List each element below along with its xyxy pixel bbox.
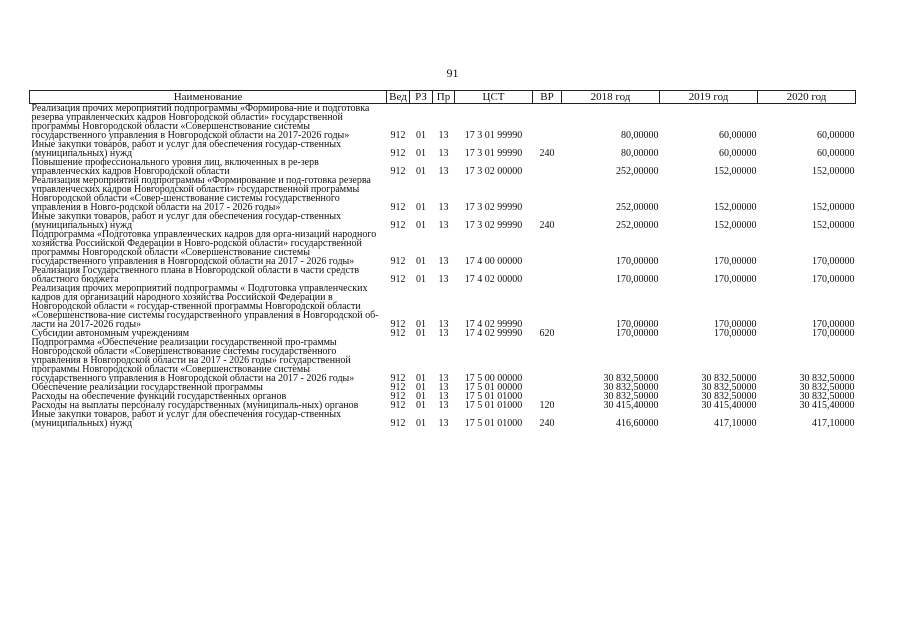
cell-cst: 17 3 02 00000 [464,166,523,177]
cell-rz: 01 [416,202,426,213]
cell-y2019: 152,00000 [714,202,757,213]
cell-vr: 620 [539,328,555,339]
cell-y2019: 60,00000 [719,130,757,141]
cell-ved: 912 [390,256,406,267]
cell-y2020: 152,00000 [812,166,855,177]
cell-vr: 120 [539,400,555,411]
table-row [30,266,856,284]
cell-pr: 13 [438,130,449,141]
cell-ved: 912 [390,148,406,159]
cell-rz: 01 [416,400,426,411]
cell-name: Расходы на выплаты персоналу государственных (муниципаль-ных) органов [31,400,359,411]
cell-pr: 13 [438,220,449,231]
cell-name: Реализация прочих мероприятий подпрограммы «Формирова-ние и подготовка резерва управленческих кадров Новгородской области» государственной программы Новгородской области «Совершенствование системы государственного управления в Новгородской области на 2017-2026 годы» [31,103,370,141]
cell-cst: 17 4 02 99990 [464,319,523,330]
cell-name: Иные закупки товаров, работ и услуг для обеспечения государ-ственных (муниципальных) нужд [31,139,342,159]
cell-ved: 912 [390,382,406,393]
cell-vr [533,284,562,329]
cell-cst: 17 5 01 01000 [464,391,523,402]
cell-y2020: 30 832,50000 [799,382,855,393]
cell-cst: 17 3 01 99990 [464,130,523,141]
col-header-pr: Пр [433,91,455,104]
cell-vr: 240 [539,418,555,429]
cell-name: Обеспечение реализации государственной программы [31,382,263,393]
cell-name: Подпрограмма «Обеспечение реализации государственной про-граммы Новгородской области «Совершенствование системы государственного управления в Новгородской области на 2017 - 2026 годы» государственной программы Новгородской области «Совершенствование системы государственного управления в Новгородской области на 2017 - 2026 годы» [31,337,355,384]
cell-rz: 01 [416,382,426,393]
cell-ved: 912 [390,400,406,411]
cell-cst: 17 4 00 00000 [464,256,523,267]
cell-pr: 13 [438,391,449,402]
cell-y2018: 80,00000 [621,130,659,141]
cell-y2018: 170,00000 [616,274,659,285]
table-row [30,338,856,383]
cell-rz: 01 [416,220,426,231]
cell-name: Иные закупки товаров, работ и услуг для обеспечения государ-ственных (муниципальных) нужд [31,409,342,429]
cell-rz: 01 [416,328,426,339]
cell-name: Реализация мероприятий подпрограммы «Формирование и под-готовка резерва управленческих кадров Новгородской области» государственной программы Новгородской области «Совер-шенствование системы государственного управления в Новго-родской области на 2017 - 2026 годы» [31,175,371,213]
cell-name: Реализация Государственного плана в Новгородской области в части средств областного бюджета [31,265,360,285]
cell-vr [533,383,562,392]
cell-y2020: 417,10000 [812,418,855,429]
cell-vr [533,338,562,383]
cell-y2019: 417,10000 [714,418,757,429]
cell-pr: 13 [438,274,449,285]
cell-y2018: 416,60000 [616,418,659,429]
cell-y2020: 30 832,50000 [799,391,855,402]
cell-name: Иные закупки товаров, работ и услуг для обеспечения государ-ственных (муниципальных) нужд [31,211,342,231]
cell-cst: 17 5 00 00000 [464,373,523,384]
cell-y2020: 30 415,40000 [799,400,855,411]
cell-pr: 13 [438,148,449,159]
cell-rz: 01 [416,274,426,285]
cell-vr [533,230,562,266]
cell-cst: 17 5 01 00000 [464,382,523,393]
col-header-ved: Вед [387,91,410,104]
table-row [30,140,856,158]
cell-vr: 240 [539,148,555,159]
cell-pr: 13 [438,373,449,384]
cell-vr [533,266,562,284]
cell-ved: 912 [390,373,406,384]
cell-y2018: 170,00000 [616,328,659,339]
cell-vr [533,158,562,176]
cell-y2018: 170,00000 [616,319,659,330]
table-header-row [30,91,856,104]
cell-rz: 01 [416,130,426,141]
cell-y2020: 170,00000 [812,256,855,267]
col-header-2018: 2018 год [562,91,660,104]
cell-y2018: 30 415,40000 [603,400,659,411]
cell-y2018: 30 832,50000 [603,391,659,402]
cell-rz: 01 [416,373,426,384]
cell-y2020: 170,00000 [812,319,855,330]
cell-y2018: 170,00000 [616,256,659,267]
cell-y2020: 170,00000 [812,274,855,285]
cell-y2019: 30 415,40000 [701,400,757,411]
cell-y2018: 252,00000 [616,220,659,231]
table-row [30,212,856,230]
cell-ved: 912 [390,418,406,429]
col-header-name: Наименование [30,91,387,104]
cell-rz: 01 [416,319,426,330]
col-header-rz: РЗ [410,91,433,104]
cell-y2020: 152,00000 [812,202,855,213]
cell-rz: 01 [416,148,426,159]
cell-y2018: 252,00000 [616,202,659,213]
cell-pr: 13 [438,382,449,393]
cell-cst: 17 3 02 99990 [464,220,523,231]
table-row [30,104,856,141]
cell-y2019: 170,00000 [714,256,757,267]
cell-name: Субсидии автономным учреждениям [31,328,190,339]
cell-ved: 912 [390,319,406,330]
cell-name: Расходы на обеспечение функций государственных органов [31,391,287,402]
cell-pr: 13 [438,202,449,213]
cell-ved: 912 [390,391,406,402]
page-number: 91 [446,66,459,80]
cell-y2019: 152,00000 [714,166,757,177]
cell-rz: 01 [416,166,426,177]
cell-rz: 01 [416,256,426,267]
col-header-2019: 2019 год [660,91,758,104]
cell-y2020: 152,00000 [812,220,855,231]
cell-y2018: 80,00000 [621,148,659,159]
cell-y2020: 60,00000 [817,130,855,141]
cell-cst: 17 4 02 00000 [464,274,523,285]
cell-pr: 13 [438,319,449,330]
cell-y2018: 252,00000 [616,166,659,177]
cell-pr: 13 [438,400,449,411]
table-row [30,158,856,176]
table-row [30,284,856,329]
col-header-2020: 2020 год [758,91,856,104]
table-row [30,410,856,428]
cell-cst: 17 5 01 01000 [464,400,523,411]
cell-y2019: 30 832,50000 [701,373,757,384]
cell-pr: 13 [438,166,449,177]
cell-cst: 17 3 02 99990 [464,202,523,213]
table-row [30,176,856,212]
cell-name: Повышение профессионального уровня лиц, включенных в ре-зерв управленческих кадров Новгородской области [31,157,319,177]
cell-vr [533,104,562,141]
cell-ved: 912 [390,166,406,177]
cell-y2020: 170,00000 [812,328,855,339]
cell-rz: 01 [416,391,426,402]
table-row [30,230,856,266]
cell-cst: 17 4 02 99990 [464,328,523,339]
cell-ved: 912 [390,130,406,141]
cell-vr [533,176,562,212]
cell-vr: 240 [539,220,555,231]
cell-pr: 13 [438,256,449,267]
cell-y2019: 152,00000 [714,220,757,231]
cell-ved: 912 [390,202,406,213]
cell-y2018: 30 832,50000 [603,373,659,384]
cell-y2019: 170,00000 [714,274,757,285]
col-header-cst: ЦСТ [455,91,533,104]
budget-table [29,90,856,428]
cell-pr: 13 [438,418,449,429]
cell-cst: 17 3 01 99990 [464,148,523,159]
cell-y2019: 30 832,50000 [701,391,757,402]
cell-name: Реализация прочих мероприятий подпрограммы « Подготовка управленческих кадров для организаций народного хозяйства Российской Федерации в Новгородской области « государ-ственной программы Новгородской области «Совершенствова-ние системы государственного управления в Новгородской об-ласти на 2017-2026 годы» [31,283,379,330]
cell-y2018: 30 832,50000 [603,382,659,393]
cell-y2020: 60,00000 [817,148,855,159]
cell-cst: 17 5 01 01000 [464,418,523,429]
cell-y2019: 170,00000 [714,328,757,339]
cell-y2019: 170,00000 [714,319,757,330]
cell-rz: 01 [416,418,426,429]
cell-y2019: 30 832,50000 [701,382,757,393]
cell-ved: 912 [390,328,406,339]
col-header-vr: ВР [533,91,562,104]
cell-ved: 912 [390,274,406,285]
cell-y2019: 60,00000 [719,148,757,159]
cell-y2020: 30 832,50000 [799,373,855,384]
cell-name: Подпрограмма «Подготовка управленческих кадров для орга-низаций народного хозяйства Российской Федерации в Новго-родской области» государственной программы Новгородской области «Совершенствование системы государственного управления в Новгородской области на 2017 - 2026 годы» [31,229,377,267]
cell-ved: 912 [390,220,406,231]
cell-pr: 13 [438,328,449,339]
